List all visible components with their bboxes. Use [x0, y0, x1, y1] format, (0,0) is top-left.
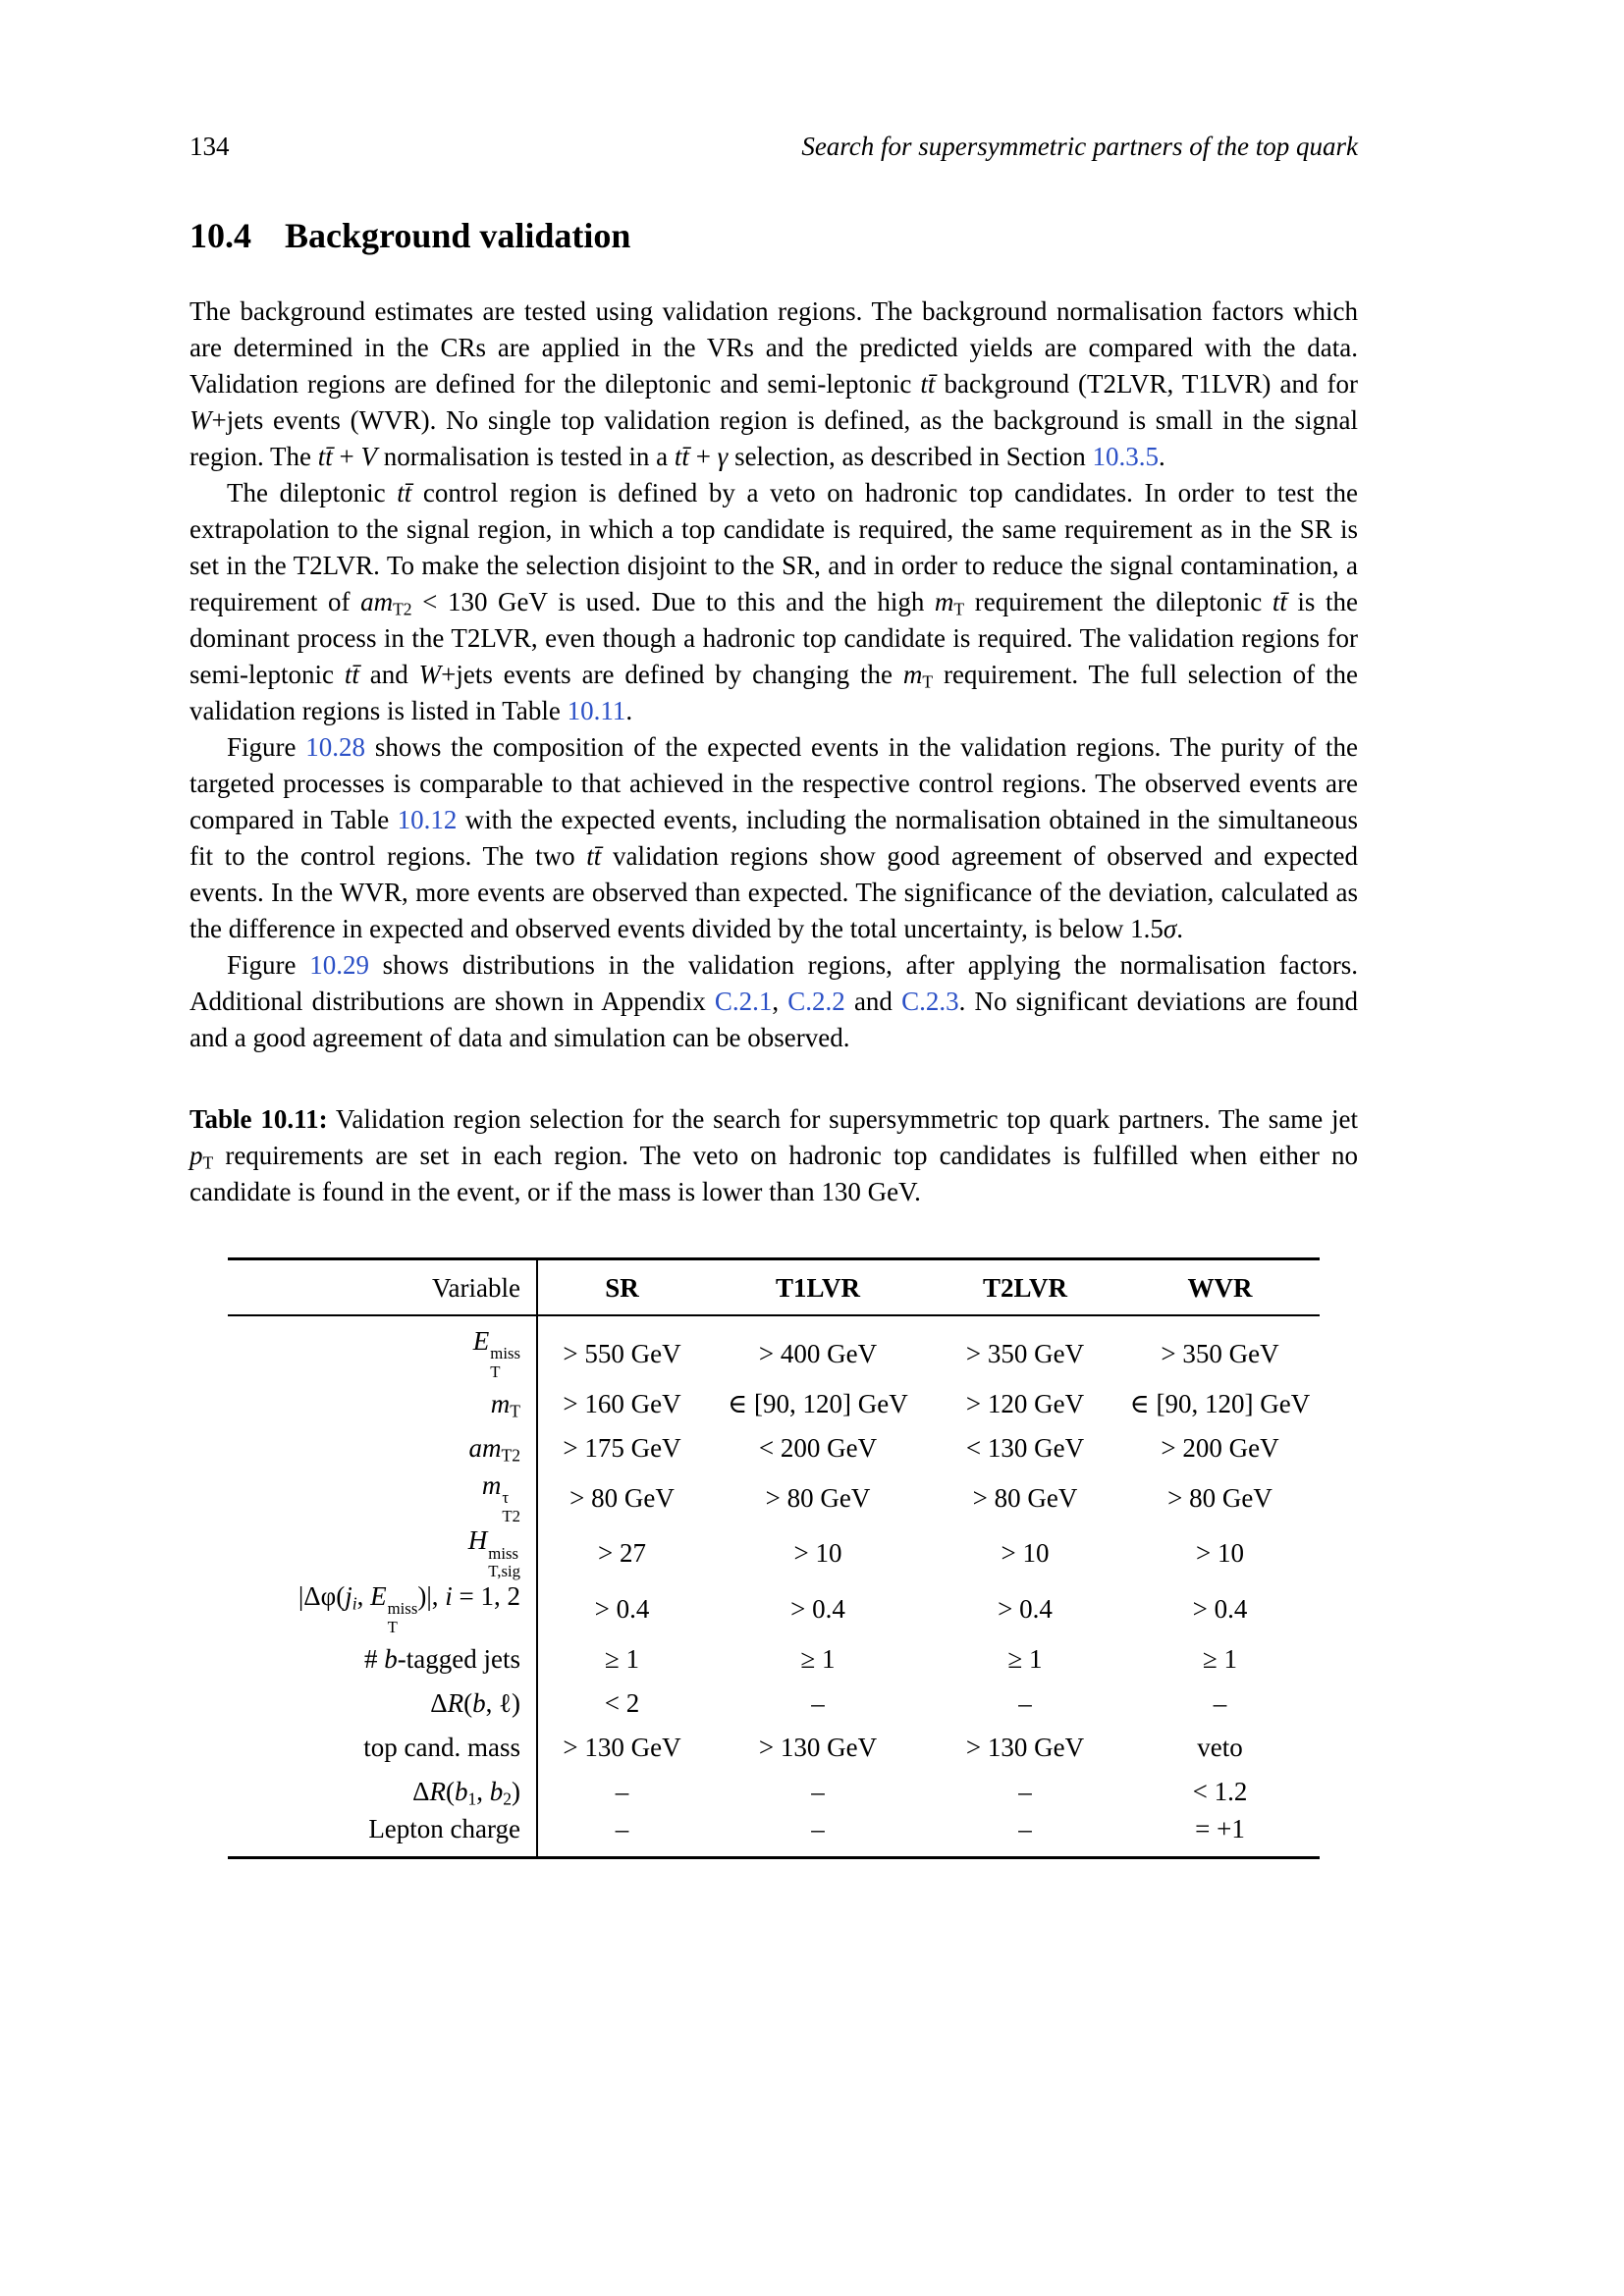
row-value-cell: > 130 GeV	[965, 1732, 1085, 1762]
row-variable-label: $am_{T2}$	[228, 1426, 537, 1470]
table-row	[228, 1470, 1320, 1526]
row-value-cell: > 80 GeV	[1167, 1482, 1272, 1513]
row-value-cell: = +1	[1195, 1813, 1245, 1843]
running-header	[189, 131, 1358, 162]
row-variable-label: # b-tagged jets	[228, 1637, 537, 1682]
table-row	[228, 1426, 1320, 1470]
row-value-cell: > 0.4	[790, 1593, 845, 1624]
row-value-cell: < 1.2	[1192, 1776, 1248, 1806]
row-value-cell: > 550 GeV	[563, 1338, 681, 1368]
row-value-cell: > 175 GeV	[563, 1432, 681, 1463]
running-title: Search for supersymmetric partners of the top quark	[801, 132, 1358, 161]
row-value-cell: < 200 GeV	[758, 1432, 878, 1463]
row-value-cell: –	[811, 1813, 825, 1843]
page-number: 134	[189, 132, 230, 161]
row-value-cell: > 10	[1001, 1538, 1050, 1569]
table-row	[228, 1770, 1320, 1814]
row-value-cell: > 0.4	[594, 1593, 650, 1624]
column-header-variable: Variable	[228, 1259, 537, 1316]
validation-region-table	[228, 1257, 1320, 1859]
row-variable-label: Lepton charge	[228, 1814, 537, 1858]
row-value-cell: > 27	[598, 1538, 646, 1569]
row-variable-label: $|\Delta\varphi(j_i$, E miss T )|, i = 1, 2	[228, 1581, 537, 1637]
row-value-cell: –	[811, 1687, 825, 1718]
row-value-cell: > 160 GeV	[563, 1388, 681, 1418]
body-text	[189, 294, 1358, 1056]
row-variable-label: H miss T,sig	[228, 1525, 537, 1581]
paragraph: Figure 10.29 shows distributions in the validation regions, after applying the normalisation factors. Additional distributions are shown in Appendix C.2.1, C.2.2 and C.2.3. No significant deviations are found and a good agreement of data and simulation can be observed.	[189, 950, 1359, 1052]
column-header-region: T2LVR	[930, 1259, 1120, 1316]
cross-reference-link[interactable]: 10.29	[309, 950, 369, 980]
row-value-cell: > 120 GeV	[965, 1388, 1085, 1418]
cross-reference-link[interactable]: 10.11	[567, 696, 626, 725]
row-value-cell: –	[615, 1813, 629, 1843]
row-value-cell: > 10	[793, 1538, 842, 1569]
row-value-cell: > 80 GeV	[569, 1482, 675, 1513]
row-value-cell: > 0.4	[998, 1593, 1053, 1624]
row-value-cell: –	[615, 1776, 629, 1806]
row-value-cell: < 130 GeV	[965, 1432, 1085, 1463]
row-variable-label: $m_T$	[228, 1382, 537, 1426]
row-value-cell: > 130 GeV	[563, 1732, 681, 1762]
row-value-cell: < 2	[604, 1687, 640, 1718]
row-value-cell: > 130 GeV	[758, 1732, 878, 1762]
stacked-sub-superscript: miss T,sig	[488, 1543, 520, 1581]
row-value-cell: > 80 GeV	[765, 1482, 871, 1513]
table-row	[228, 1637, 1320, 1682]
stacked-sub-superscript: miss T	[490, 1344, 520, 1381]
cross-reference-link[interactable]: 10.3.5	[1092, 442, 1159, 471]
cross-reference-link[interactable]: C.2.3	[901, 987, 959, 1016]
table-header-row	[228, 1259, 1320, 1316]
stacked-sub-superscript: τ T2	[502, 1487, 520, 1525]
row-value-cell: –	[1018, 1813, 1032, 1843]
row-value-cell: –	[1018, 1687, 1032, 1718]
row-value-cell: –	[1213, 1687, 1227, 1718]
row-value-cell: > 80 GeV	[972, 1482, 1078, 1513]
row-value-cell: ∈ [90, 120] GeV	[1129, 1388, 1311, 1418]
table-row	[228, 1315, 1320, 1382]
table-caption: Table 10.11: Validation region selection for the search for supersymmetric top quark partners. The same jet $p_T$ requirements are set in each region. The veto on hadronic top candidates is fulfilled when either no candidate is found in the event, or if the mass is lower than 130 GeV.	[189, 1104, 1358, 1206]
column-header-region: T1LVR	[706, 1259, 930, 1316]
section-heading	[189, 215, 1358, 256]
row-value-cell: > 200 GeV	[1161, 1432, 1279, 1463]
cross-reference-link[interactable]: C.2.1	[714, 987, 773, 1016]
row-value-cell: –	[811, 1776, 825, 1806]
row-value-cell: > 0.4	[1192, 1593, 1248, 1624]
row-value-cell: ≥ 1	[1007, 1643, 1043, 1674]
table-row	[228, 1382, 1320, 1426]
row-variable-label: m τ T2	[228, 1470, 537, 1526]
row-value-cell: > 10	[1196, 1538, 1244, 1569]
section-number: 10.4	[189, 216, 251, 255]
row-value-cell: ∈ [90, 120] GeV	[728, 1388, 908, 1418]
row-value-cell: –	[1018, 1776, 1032, 1806]
table-row	[228, 1682, 1320, 1726]
row-variable-label: ΔR(b, ℓ)	[228, 1682, 537, 1726]
table-row	[228, 1581, 1320, 1637]
paragraph: The dileptonic tt̄ control region is defined by a veto on hadronic top candidates. In order to test the extrapolation to the signal region, in which a top candidate is required, the same requirement as in the SR is set in the T2LVR. To make the selection disjoint to the SR, and in order to reduce the signal contamination, a requirement of $am_{T2} < 130$ GeV is used. Due to this and the high $m_T$ requirement the dileptonic tt̄ is the dominant process in the T2LVR, even though a hadronic top candidate is required. The validation regions for semi-leptonic tt̄ and W+jets events are defined by changing the $m_T$ requirement. The full selection of the validation regions is listed in Table 10.11.	[189, 478, 1359, 725]
row-variable-label: $\Delta R(b_1$, $b_2$)	[228, 1770, 537, 1814]
cross-reference-link[interactable]: C.2.2	[787, 987, 845, 1016]
row-value-cell: veto	[1197, 1732, 1243, 1762]
cross-reference-link[interactable]: 10.28	[305, 732, 366, 762]
row-value-cell: > 350 GeV	[1161, 1338, 1279, 1368]
row-value-cell: ≥ 1	[604, 1643, 640, 1674]
cross-reference-link[interactable]: 10.12	[397, 805, 458, 834]
stacked-sub-superscript: miss T	[387, 1599, 418, 1636]
page-content	[189, 131, 1358, 1859]
row-value-cell: ≥ 1	[800, 1643, 836, 1674]
row-variable-label: top cand. mass	[228, 1726, 537, 1770]
row-value-cell: ≥ 1	[1202, 1643, 1238, 1674]
row-value-cell: > 400 GeV	[758, 1338, 878, 1368]
paragraph: Figure 10.28 shows the composition of the expected events in the validation regions. The purity of the targeted processes is comparable to that achieved in the respective control regions. The observed events are compared in Table 10.12 with the expected events, including the normalisation obtained in the simultaneous fit to the control regions. The two tt̄ validation regions show good agreement of observed and expected events. In the WVR, more events are observed than expected. The significance of the deviation, calculated as the difference in expected and observed events divided by the total uncertainty, is below 1.5σ.	[189, 732, 1358, 943]
table-row	[228, 1814, 1320, 1858]
column-header-region: SR	[537, 1259, 706, 1316]
section-title: Background validation	[285, 216, 631, 255]
table-row	[228, 1726, 1320, 1770]
column-header-region: WVR	[1120, 1259, 1320, 1316]
table-row	[228, 1525, 1320, 1581]
paragraph: The background estimates are tested using validation regions. The background normalisation factors which are determined in the CRs are applied in the VRs and the predicted yields are compared with the data. Validation regions are defined for the dileptonic and semi-leptonic tt̄ background (T2LVR, T1LVR) and for W+jets events (WVR). No single top validation region is defined, as the background is small in the signal region. The tt̄ + V normalisation is tested in a tt̄ + γ selection, as described in Section 10.3.5.	[189, 296, 1358, 471]
row-variable-label: E miss T	[228, 1315, 537, 1382]
row-value-cell: > 350 GeV	[965, 1338, 1085, 1368]
